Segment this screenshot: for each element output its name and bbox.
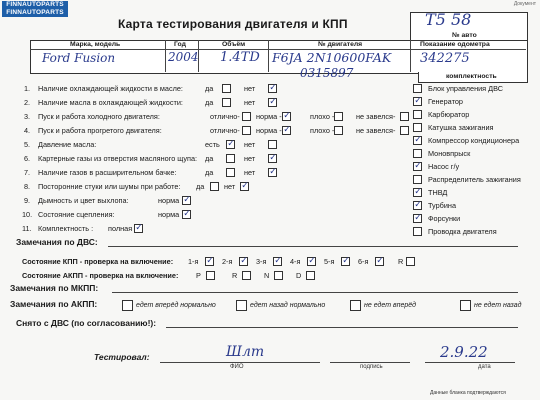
check-number: 9. (24, 196, 31, 205)
option-label: нет (244, 84, 256, 93)
kpp-label: Состояние КПП - проверка на включение: (22, 257, 174, 266)
check-number: 11. (22, 224, 32, 233)
check-mark-icon: ✓ (183, 208, 191, 218)
col-engine-header: № двигателя (318, 41, 363, 48)
col-volume-header: Объём (222, 41, 246, 48)
option-label: да (205, 168, 214, 177)
gear-label: 1-я (188, 257, 199, 266)
col-divider (165, 40, 166, 72)
check-mark-icon: ✓ (414, 186, 422, 196)
check-question: Наличие охлаждающей жидкости в масле: (38, 84, 183, 93)
check-number: 7. (24, 168, 31, 177)
option-checkbox[interactable] (210, 182, 219, 191)
check-number: 2. (24, 98, 31, 107)
kit-item-label: Насос г/у (428, 162, 460, 171)
option-checkbox[interactable] (226, 154, 235, 163)
check-number: 8. (24, 182, 31, 191)
option-label: нет (244, 168, 256, 177)
engine-value-2: 0315897 (300, 66, 354, 80)
check-question: Картерные газы из отверстия масляного щупа: (38, 154, 198, 163)
gear-label: 3-я (256, 257, 267, 266)
col-make-header: Марка, модель (70, 41, 121, 48)
gear-checkbox[interactable] (406, 257, 415, 266)
gear-label: 4-я (290, 257, 301, 266)
kit-item-label: Форсунки (428, 214, 461, 223)
remarks-engine-line[interactable] (108, 246, 518, 247)
option-checkbox[interactable] (268, 140, 277, 149)
option-label: норма (158, 196, 180, 205)
check-mark-icon: ✓ (241, 180, 249, 190)
check-number: 4. (24, 126, 31, 135)
check-mark-icon: ✓ (283, 110, 291, 120)
kit-checkbox[interactable] (413, 123, 422, 132)
akpp-position-checkbox[interactable] (242, 271, 251, 280)
option-label: нет (244, 140, 256, 149)
kit-item-label: Моновпрыск (428, 149, 471, 158)
akpp-position-label: P (196, 271, 201, 280)
check-mark-icon: ✓ (283, 124, 291, 134)
remarks-engine-label: Замечания по ДВС: (16, 237, 98, 247)
sign-line[interactable] (330, 362, 410, 363)
option-label: плохо - (310, 126, 335, 135)
akpp-position-checkbox[interactable] (274, 271, 283, 280)
option-label: да (205, 98, 214, 107)
gear-label: 6-я (358, 257, 369, 266)
check-mark-icon: ✓ (269, 82, 277, 92)
check-mark-icon: ✓ (414, 95, 422, 105)
option-label: отлично- (210, 112, 240, 121)
kit-item-label: Катушка зажигания (428, 123, 494, 132)
check-question: Давление масла: (38, 140, 97, 149)
page-title: Карта тестирования двигателя и КПП (118, 17, 348, 31)
option-checkbox[interactable] (222, 84, 231, 93)
kit-checkbox[interactable] (413, 227, 422, 236)
option-label: да (205, 154, 214, 163)
removed-line[interactable] (166, 327, 518, 328)
logo: FINNAUTOPARTS FINNAUTOPARTS (2, 1, 68, 17)
check-question: Наличие масла в охлаждающей жидкости: (38, 98, 183, 107)
akpp-remark-checkbox[interactable] (460, 300, 471, 311)
check-question: Пуск и работа прогретого двигателя: (38, 126, 162, 135)
removed-label: Снято с ДВС (по согласованию!): (16, 318, 157, 328)
option-label: есть (205, 140, 220, 149)
check-mark-icon: ✓ (414, 199, 422, 209)
option-checkbox[interactable] (242, 112, 251, 121)
check-question: Наличие газов в расширительном бачке: (38, 168, 177, 177)
check-mark-icon: ✓ (274, 255, 282, 265)
option-checkbox[interactable] (222, 98, 231, 107)
check-number: 3. (24, 112, 31, 121)
check-mark-icon: ✓ (269, 152, 277, 162)
odometer-value: 342275 (420, 51, 470, 66)
volume-value: 1.4TD (220, 50, 260, 65)
fio-line[interactable] (160, 362, 320, 363)
option-checkbox[interactable] (400, 126, 409, 135)
kit-item-label: Распределитель зажигания (428, 175, 521, 184)
option-label: да (205, 84, 214, 93)
option-label: нет (224, 182, 236, 191)
tested-label: Тестировал: (94, 352, 150, 362)
kit-checkbox[interactable] (413, 149, 422, 158)
check-mark-icon: ✓ (227, 138, 235, 148)
make-value: Ford Fusion (42, 51, 116, 65)
kit-item-label: ТНВД (428, 188, 448, 197)
option-label: не завелся- (356, 112, 396, 121)
option-label: отлично- (210, 126, 240, 135)
kit-title: комплектность (446, 73, 497, 80)
akpp-position-checkbox[interactable] (206, 271, 215, 280)
kit-checkbox[interactable] (413, 84, 422, 93)
akpp-remark-label: не едет назад (474, 302, 522, 309)
akpp-remark-label: едет назад нормально (250, 302, 326, 309)
gear-label: R (398, 257, 404, 266)
check-mark-icon: ✓ (206, 255, 214, 265)
option-label: нет (244, 154, 256, 163)
kit-item-label: Турбина (428, 201, 457, 210)
check-mark-icon: ✓ (269, 166, 277, 176)
engine-value: F6JA 2N10600FAK (272, 50, 392, 65)
check-question: Дымность и цвет выхлопа: (38, 196, 129, 205)
option-label: норма (158, 210, 180, 219)
check-number: 10. (22, 210, 33, 219)
date-value: 2.9.22 (440, 343, 488, 361)
option-checkbox[interactable] (242, 126, 251, 135)
check-mark-icon: ✓ (135, 222, 143, 232)
check-mark-icon: ✓ (240, 255, 248, 265)
kit-checkbox[interactable] (413, 175, 422, 184)
remarks-mkpp-line[interactable] (112, 292, 518, 293)
check-mark-icon: ✓ (414, 212, 422, 222)
kit-item-label: Генератор (428, 97, 463, 106)
akpp-remark-label: едет вперёд нормально (136, 302, 216, 309)
akpp-remark-checkbox[interactable] (122, 300, 133, 311)
year-value: 2004 (168, 50, 199, 64)
check-mark-icon: ✓ (342, 255, 350, 265)
check-mark-icon: ✓ (183, 194, 191, 204)
akpp-remark-label: не едет вперёд (364, 302, 417, 309)
check-question: Посторонние стуки или шумы при работе: (38, 182, 181, 191)
plate-label: № авто (452, 32, 477, 39)
kit-item-label: Карбюратор (428, 110, 470, 119)
gear-label: 2-я (222, 257, 233, 266)
check-number: 6. (24, 154, 31, 163)
option-label: нет (244, 98, 256, 107)
date-line[interactable] (425, 362, 515, 363)
corner-mark: Документ (513, 1, 536, 7)
col-year-header: Год (174, 41, 186, 48)
remarks-mkpp-label: Замечания по МКПП: (10, 283, 99, 293)
option-label: норма - (256, 112, 282, 121)
option-checkbox[interactable] (400, 112, 409, 121)
check-number: 1. (24, 84, 31, 93)
akpp-remark-checkbox[interactable] (236, 300, 247, 311)
akpp-position-label: N (264, 271, 270, 280)
kit-item-label: Компрессор кондиционера (428, 136, 520, 145)
option-label: да (196, 182, 205, 191)
akpp-position-checkbox[interactable] (306, 271, 315, 280)
akpp-label: Состояние АКПП - проверка на включение: (22, 271, 179, 280)
check-number: 5. (24, 140, 31, 149)
check-mark-icon: ✓ (376, 255, 384, 265)
check-question: Пуск и работа холодного двигателя: (38, 112, 160, 121)
fio-caption: ФИО (230, 364, 244, 370)
date-caption: дата (478, 364, 491, 370)
option-checkbox[interactable] (226, 168, 235, 177)
akpp-position-label: R (232, 271, 238, 280)
option-label: не завелся- (356, 126, 396, 135)
check-question: Комплектность : (38, 224, 94, 233)
kit-checkbox[interactable] (413, 110, 422, 119)
remarks-akpp-label: Замечания по АКПП: (10, 299, 98, 309)
kit-item-label: Проводка двигателя (428, 227, 497, 236)
gear-label: 5-я (324, 257, 335, 266)
kit-item-label: Блок управления ДВС (428, 84, 503, 93)
check-mark-icon: ✓ (269, 96, 277, 106)
check-mark-icon: ✓ (308, 255, 316, 265)
option-label: плохо - (310, 112, 335, 121)
check-question: Состояние сцепления: (38, 210, 115, 219)
akpp-remark-checkbox[interactable] (350, 300, 361, 311)
col-divider (410, 40, 411, 72)
option-checkbox[interactable] (334, 112, 343, 121)
footnote: Данные бланка подтверждаются (430, 390, 506, 396)
akpp-position-label: D (296, 271, 302, 280)
check-mark-icon: ✓ (414, 160, 422, 170)
plate-value: T5 58 (425, 10, 472, 29)
signature-mark: Шлт (226, 344, 265, 360)
sign-caption: подпись (360, 364, 383, 370)
col-odometer-header: Показание одометра (420, 41, 490, 48)
col-divider (268, 40, 269, 72)
option-label: норма - (256, 126, 282, 135)
option-checkbox[interactable] (334, 126, 343, 135)
check-mark-icon: ✓ (414, 134, 422, 144)
option-label: полная (108, 224, 133, 233)
